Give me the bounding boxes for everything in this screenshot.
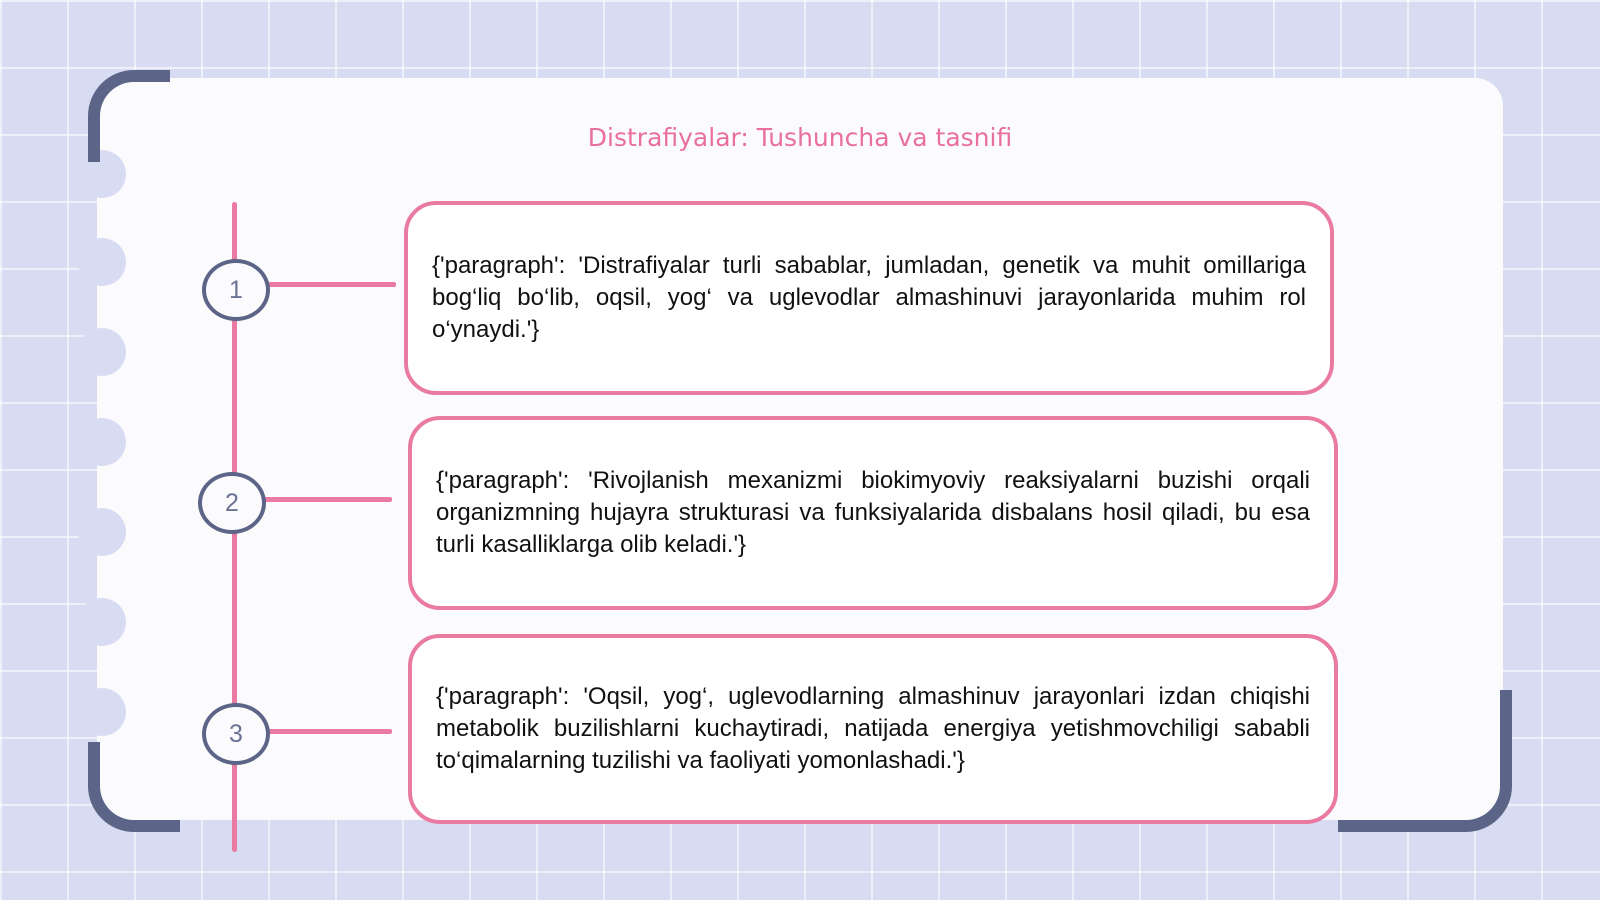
page-notch <box>78 418 126 466</box>
page-notch <box>78 598 126 646</box>
content-box <box>408 416 1338 610</box>
content-paragraph: {'paragraph': 'Distrafiyalar turli sabablar, jumladan, genetik va muhit omillariga bog‘liq bo‘lib, oqsil, yog‘ va uglevodlar almashinuvi jarayonlarida muhim rol o‘ynaydi.'} <box>432 252 1306 343</box>
content-paragraph: {'paragraph': 'Oqsil, yog‘, uglevodlarning almashinuv jarayonlari izdan chiqishi metabolik buzilishlarni kuchaytiradi, natijada energiya yetishmovchiligi sababli to‘qimalarning tuzilishi va faoliyati yomonlashadi.'} <box>436 683 1310 774</box>
step-number-badge: 1 <box>202 259 270 321</box>
page-notch <box>78 508 126 556</box>
content-paragraph: {'paragraph': 'Rivojlanish mexanizmi biokimyoviy reaksiyalarni buzishi orqali organizmning hujayra strukturasi va funksiyalarida disbalans hosil qiladi, bu esa turli kasalliklarga olib keladi.'} <box>436 467 1310 558</box>
slide-title: Distrafiyalar: Tushuncha va tasnifi <box>587 123 1013 152</box>
step-number-badge: 2 <box>198 472 266 534</box>
content-box <box>404 201 1334 395</box>
connector-line <box>268 729 392 734</box>
corner-frame-bottom-left <box>88 742 180 832</box>
connector-line <box>264 497 392 502</box>
page-notch <box>78 688 126 736</box>
page-notch <box>78 328 126 376</box>
step-number-badge: 3 <box>202 703 270 765</box>
content-box <box>408 634 1338 824</box>
connector-line <box>268 282 396 287</box>
corner-frame-bottom-right <box>1338 690 1512 832</box>
page-notch <box>78 238 126 286</box>
